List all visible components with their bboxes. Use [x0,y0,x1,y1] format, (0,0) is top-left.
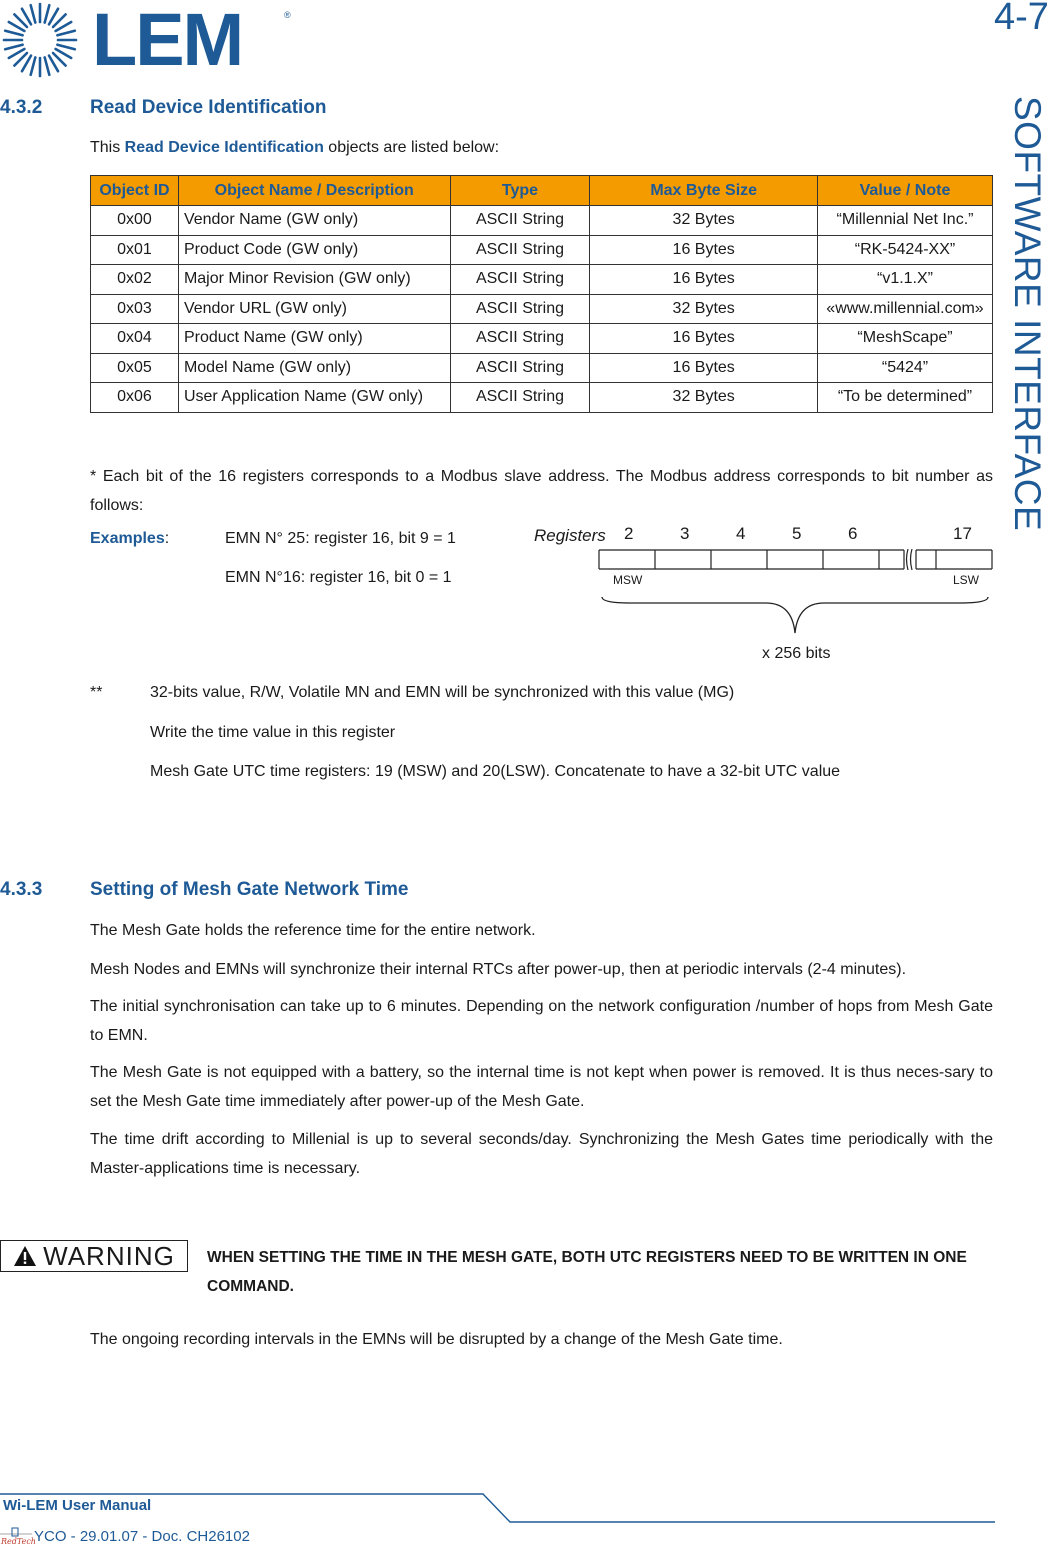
sunburst-logo-icon [0,0,80,80]
table-cell: 0x06 [91,383,179,413]
register-number: 6 [848,524,858,543]
section-title: Read Device Identification [90,97,327,118]
table-cell: User Application Name (GW only) [178,383,450,413]
example-2: EMN N°16: register 16, bit 0 = 1 [225,569,452,586]
register-number: 3 [680,524,690,543]
table-header-row [91,176,993,206]
table-row [91,353,993,383]
table-row [91,235,993,265]
chapter-side-title: SOFTWARE INTERFACE [1007,96,1048,532]
table-cell: 0x03 [91,294,179,324]
table-cell: 0x04 [91,324,179,354]
warning-label: WARNING [43,1240,175,1271]
table-cell: 32 Bytes [590,294,818,324]
msw-label: MSW [613,573,643,587]
footnote-dstar-mark: ** [90,684,103,701]
section-number: 4.3.2 [0,97,43,118]
table-cell: «www.millennial.com» [818,294,993,324]
table-cell: Vendor URL (GW only) [178,294,450,324]
paragraph: The Mesh Gate is not equipped with a battery, so the internal time is not kept when power is removed. It is thus neces-sary to set the Mesh Gate time immediately after power-up of the Mesh Gate. [90,1064,993,1110]
table-row [91,294,993,324]
table-cell: 0x01 [91,235,179,265]
lsw-label: LSW [953,573,980,587]
table-cell: “To be determined” [818,383,993,413]
paragraph: Mesh Nodes and EMNs will synchronize their internal RTCs after power-up, then at periodic intervals (2-4 minutes). [90,961,907,978]
warning-text: WHEN SETTING THE TIME IN THE MESH GATE, BOTH UTC REGISTERS NEED TO BE WRITTEN IN ONE COMMAND. [207,1249,967,1295]
table-cell: 16 Bytes [590,324,818,354]
table-cell: ASCII String [450,294,590,324]
table-cell: 16 Bytes [590,235,818,265]
warning-triangle-icon [13,1245,37,1267]
register-number: 5 [792,524,802,543]
table-cell: “v1.1.X” [818,265,993,295]
manual-title: Wi-LEM User Manual [3,1497,152,1514]
table-cell: 0x00 [91,206,179,236]
intro-paragraph: This Read Device Identification objects are listed below: [90,139,500,156]
table-cell: “MeshScape” [818,324,993,354]
table-row [91,206,993,236]
register-bit-diagram [590,545,1000,645]
paragraph: The ongoing recording intervals in the EMNs will be disrupted by a change of the Mesh Gate time. [90,1331,783,1348]
table-row [91,324,993,354]
table-row [91,265,993,295]
table-cell: 0x02 [91,265,179,295]
column-header: Object ID [91,176,179,206]
register-number: 2 [624,524,634,543]
redtech-stamp-icon [0,1527,36,1547]
column-header: Value / Note [818,176,993,206]
table-cell: Major Minor Revision (GW only) [178,265,450,295]
section-number: 4.3.3 [0,879,43,900]
document-reference: YCO - 29.01.07 - Doc. CH26102 [34,1528,250,1545]
section-title: Setting of Mesh Gate Network Time [90,879,409,900]
page-number: 4-7 [994,0,1049,38]
table-cell: Product Name (GW only) [178,324,450,354]
table-cell: “5424” [818,353,993,383]
footnote-dstar-line-2: Write the time value in this register [150,724,396,741]
footnote-dstar-line-1: 32-bits value, R/W, Volatile MN and EMN will be synchronized with this value (MG) [150,684,735,701]
device-id-table [90,175,993,413]
table-cell: ASCII String [450,383,590,413]
table-cell: 16 Bytes [590,265,818,295]
registers-label: Registers [534,526,606,545]
example-1: EMN N° 25: register 16, bit 9 = 1 [225,530,456,547]
examples-label: Examples: [90,530,170,547]
register-number: 17 [953,524,972,543]
table-cell: 32 Bytes [590,206,818,236]
paragraph: The initial synchronisation can take up to 6 minutes. Depending on the network configuration /number of hops from Mesh Gate to EMN. [90,998,993,1044]
table-cell: 0x05 [91,353,179,383]
table-cell: ASCII String [450,324,590,354]
column-header: Max Byte Size [590,176,818,206]
brand-logo: LEM [92,0,243,81]
table-cell: ASCII String [450,353,590,383]
table-cell: ASCII String [450,235,590,265]
intro-highlight: Read Device Identification [124,139,324,156]
column-header: Type [450,176,590,206]
table-cell: Model Name (GW only) [178,353,450,383]
table-cell: 32 Bytes [590,383,818,413]
column-header: Object Name / Description [178,176,450,206]
table-cell: Vendor Name (GW only) [178,206,450,236]
footnote-dstar-line-3: Mesh Gate UTC time registers: 19 (MSW) and 20(LSW). Concatenate to have a 32-bit UTC value [150,763,841,780]
warning-badge [0,1240,188,1272]
register-number: 4 [736,524,746,543]
table-cell: “Millennial Net Inc.” [818,206,993,236]
table-cell: 16 Bytes [590,353,818,383]
bits-label: x 256 bits [762,645,831,662]
table-cell: ASCII String [450,206,590,236]
table-cell: “RK-5424-XX” [818,235,993,265]
table-cell: ASCII String [450,265,590,295]
paragraph: The time drift according to Millenial is up to several seconds/day. Synchronizing the Mesh Gates time periodically with the Master-applications time is necessary. [90,1131,993,1177]
registered-mark: ® [284,10,291,20]
table-cell: Product Code (GW only) [178,235,450,265]
svg-text:RedTech: RedTech [1,1537,36,1546]
table-row [91,383,993,413]
footnote-star: * Each bit of the 16 registers corresponds to a Modbus slave address. The Modbus address corresponds to bit number as follows: [90,468,993,514]
paragraph: The Mesh Gate holds the reference time for the entire network. [90,922,536,939]
